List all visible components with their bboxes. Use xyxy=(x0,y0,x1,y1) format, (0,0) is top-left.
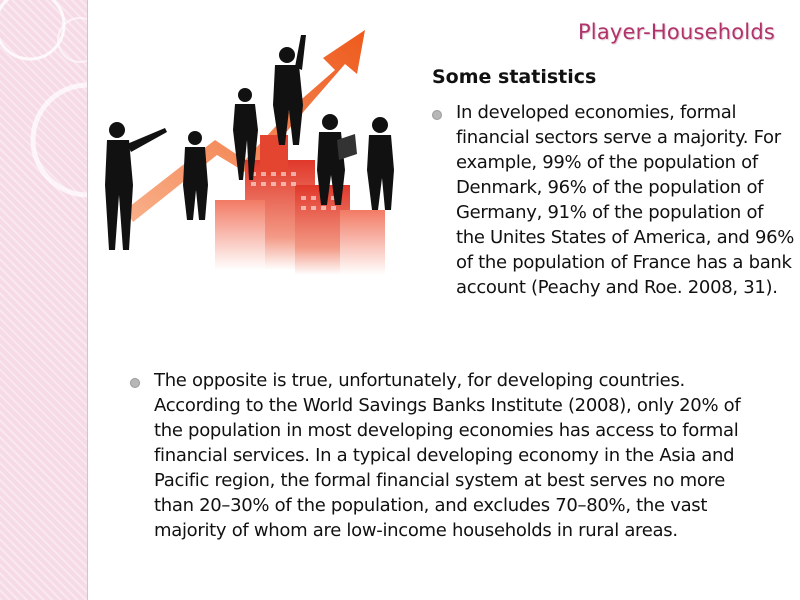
slide-title: Player-Households xyxy=(577,20,775,44)
subheading: Some statistics xyxy=(432,66,597,88)
bullet-text: In developed economies, formal financial sectors serve a majority. For example, 99% of the population of Denmark, 96% of the population of Germany, 91% of the population of the Unites States of America, and 96% of the population of France has a bank account (Peachy and Roe. 2008, 31). xyxy=(456,102,795,298)
decorative-circles xyxy=(0,0,88,600)
left-decorative-band xyxy=(0,0,88,600)
bullet-text: The opposite is true, unfortunately, for developing countries. According to the World Savings Banks Institute (2008), only 20% of the population in most developing economies has access to formal financial services. In a typical developing economy in the Asia and Pacific region, the formal financial system at best serves no more than 20–30% of the population, and excludes 70–80%, the vast majority of whom are low-income households in rural areas. xyxy=(154,370,741,541)
bullet-dot-icon xyxy=(432,110,442,120)
business-growth-icon xyxy=(95,10,405,290)
bullet-dot-icon xyxy=(130,378,140,388)
